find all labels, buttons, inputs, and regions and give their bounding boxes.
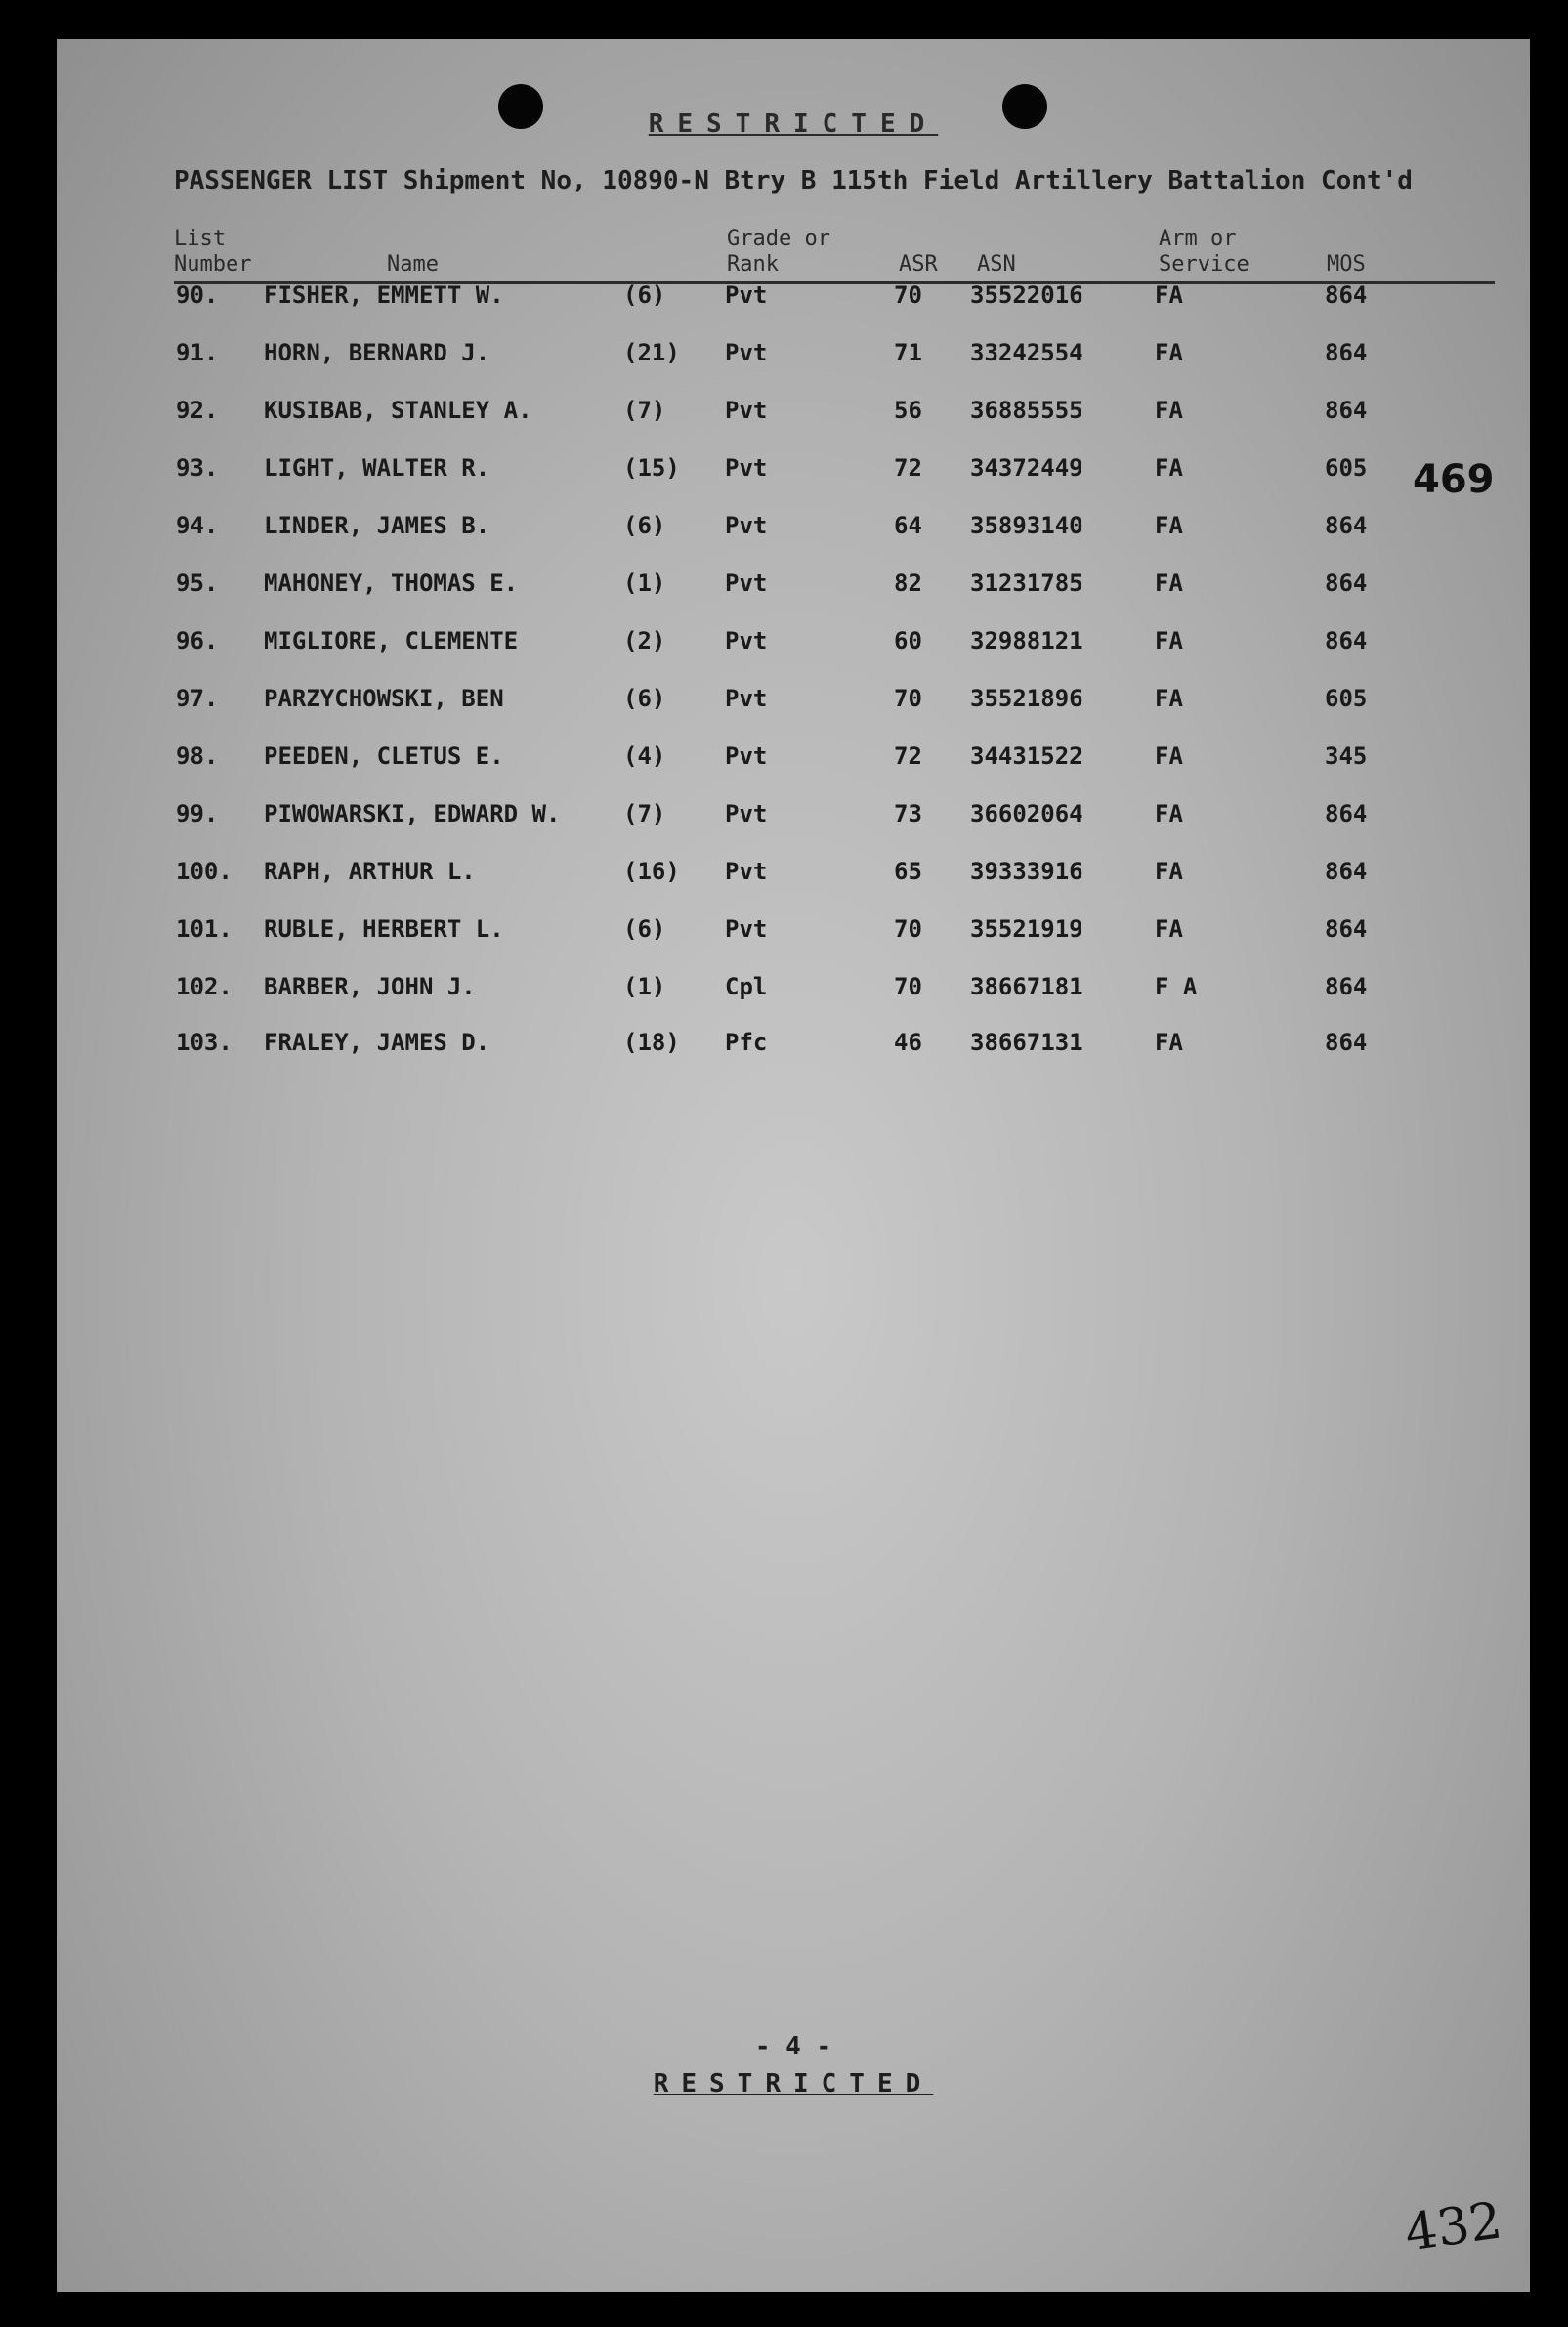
column-header-asr: ASR <box>899 252 938 276</box>
column-header-asn: ASN <box>977 252 1016 276</box>
table-row <box>57 512 1530 551</box>
list-number: 92. <box>176 397 219 424</box>
group-number: (6) <box>623 685 666 712</box>
passenger-name: FISHER, EMMETT W. <box>264 281 504 309</box>
grade: Pvt <box>725 570 768 597</box>
mos: 864 <box>1325 915 1368 943</box>
grade: Pvt <box>725 397 768 424</box>
grade: Pvt <box>725 800 768 827</box>
group-number: (6) <box>623 915 666 943</box>
mos: 864 <box>1325 973 1368 1000</box>
list-number: 94. <box>176 512 219 539</box>
mos: 864 <box>1325 627 1368 655</box>
grade: Pvt <box>725 454 768 482</box>
asn: 38667131 <box>970 1029 1083 1056</box>
arm-service: FA <box>1155 742 1183 770</box>
mos: 864 <box>1325 858 1368 885</box>
passenger-name: RAPH, ARTHUR L. <box>264 858 476 885</box>
arm-service: FA <box>1155 454 1183 482</box>
page-number: - 4 - <box>754 2032 832 2061</box>
arm-service: FA <box>1155 570 1183 597</box>
arm-service: FA <box>1155 397 1183 424</box>
asn: 34372449 <box>970 454 1083 482</box>
mos: 864 <box>1325 339 1368 366</box>
table-row <box>57 1029 1530 1068</box>
table-row <box>57 685 1530 724</box>
asn: 38667181 <box>970 973 1083 1000</box>
asr: 71 <box>894 339 922 366</box>
list-number: 91. <box>176 339 219 366</box>
grade: Cpl <box>725 973 768 1000</box>
group-number: (4) <box>623 742 666 770</box>
passenger-name: KUSIBAB, STANLEY A. <box>264 397 532 424</box>
mos: 864 <box>1325 397 1368 424</box>
mos: 605 <box>1325 454 1368 482</box>
asr: 82 <box>894 570 922 597</box>
passenger-name: MAHONEY, THOMAS E. <box>264 570 519 597</box>
arm-service: FA <box>1155 339 1183 366</box>
asr: 60 <box>894 627 922 655</box>
asn: 34431522 <box>970 742 1083 770</box>
table-row <box>57 627 1530 666</box>
asn: 35893140 <box>970 512 1083 539</box>
asr: 70 <box>894 973 922 1000</box>
asn: 36602064 <box>970 800 1083 827</box>
column-header-grade: Grade or Rank <box>727 227 830 276</box>
group-number: (7) <box>623 397 666 424</box>
asr: 72 <box>894 742 922 770</box>
passenger-name: PEEDEN, CLETUS E. <box>264 742 504 770</box>
group-number: (2) <box>623 627 666 655</box>
mos: 864 <box>1325 800 1368 827</box>
group-number: (15) <box>623 454 680 482</box>
grade: Pvt <box>725 512 768 539</box>
passenger-name: BARBER, JOHN J. <box>264 973 476 1000</box>
list-number: 98. <box>176 742 219 770</box>
grade: Pfc <box>725 1029 768 1056</box>
mos: 605 <box>1325 685 1368 712</box>
list-number: 102. <box>176 973 233 1000</box>
group-number: (1) <box>623 570 666 597</box>
mos: 864 <box>1325 1029 1368 1056</box>
asn: 36885555 <box>970 397 1083 424</box>
mos: 864 <box>1325 281 1368 309</box>
column-header-list-number: List Number <box>174 227 252 276</box>
asr: 64 <box>894 512 922 539</box>
asn: 35522016 <box>970 281 1083 309</box>
grade: Pvt <box>725 281 768 309</box>
group-number: (7) <box>623 800 666 827</box>
column-header-mos: MOS <box>1327 252 1366 276</box>
asn: 39333916 <box>970 858 1083 885</box>
arm-service: FA <box>1155 627 1183 655</box>
asr: 73 <box>894 800 922 827</box>
table-row <box>57 915 1530 954</box>
asr: 70 <box>894 685 922 712</box>
arm-service: F A <box>1155 973 1198 1000</box>
grade: Pvt <box>725 742 768 770</box>
mos: 864 <box>1325 570 1368 597</box>
table-row <box>57 858 1530 897</box>
arm-service: FA <box>1155 858 1183 885</box>
arm-service: FA <box>1155 512 1183 539</box>
group-number: (16) <box>623 858 680 885</box>
table-row <box>57 454 1530 493</box>
asr: 65 <box>894 858 922 885</box>
passenger-name: MIGLIORE, CLEMENTE <box>264 627 519 655</box>
table-row <box>57 397 1530 436</box>
passenger-name: PIWOWARSKI, EDWARD W. <box>264 800 561 827</box>
asr: 70 <box>894 281 922 309</box>
passenger-name: LIGHT, WALTER R. <box>264 454 490 482</box>
list-number: 93. <box>176 454 219 482</box>
list-number: 101. <box>176 915 233 943</box>
grade: Pvt <box>725 915 768 943</box>
arm-service: FA <box>1155 281 1183 309</box>
arm-service: FA <box>1155 915 1183 943</box>
grade: Pvt <box>725 858 768 885</box>
asr: 70 <box>894 915 922 943</box>
list-number: 100. <box>176 858 233 885</box>
table-row <box>57 281 1530 320</box>
group-number: (6) <box>623 281 666 309</box>
table-row <box>57 570 1530 609</box>
list-number: 95. <box>176 570 219 597</box>
asn: 31231785 <box>970 570 1083 597</box>
stamp-number: 469 <box>1413 457 1495 502</box>
document-page <box>57 39 1530 2292</box>
asn: 32988121 <box>970 627 1083 655</box>
handwritten-mark: 432 <box>1401 2191 1505 2264</box>
asn: 33242554 <box>970 339 1083 366</box>
arm-service: FA <box>1155 1029 1183 1056</box>
grade: Pvt <box>725 627 768 655</box>
group-number: (1) <box>623 973 666 1000</box>
passenger-name: LINDER, JAMES B. <box>264 512 490 539</box>
grade: Pvt <box>725 339 768 366</box>
group-number: (6) <box>623 512 666 539</box>
list-number: 90. <box>176 281 219 309</box>
passenger-list-title: PASSENGER LIST Shipment No, 10890-N Btry B 115th Field Artillery Battalion Cont'd <box>174 166 1413 195</box>
table-row <box>57 800 1530 839</box>
asr: 56 <box>894 397 922 424</box>
list-number: 97. <box>176 685 219 712</box>
asn: 35521896 <box>970 685 1083 712</box>
group-number: (21) <box>623 339 680 366</box>
footer-restricted: RESTRICTED <box>653 2069 934 2098</box>
column-header-name: Name <box>387 252 439 276</box>
list-number: 96. <box>176 627 219 655</box>
column-header-arm-service: Arm or Service <box>1159 227 1250 276</box>
passenger-name: HORN, BERNARD J. <box>264 339 490 366</box>
header-restricted: RESTRICTED <box>648 109 939 139</box>
group-number: (18) <box>623 1029 680 1056</box>
asr: 72 <box>894 454 922 482</box>
table-row <box>57 973 1530 1012</box>
grade: Pvt <box>725 685 768 712</box>
list-number: 103. <box>176 1029 233 1056</box>
table-row <box>57 742 1530 782</box>
asn: 35521919 <box>970 915 1083 943</box>
arm-service: FA <box>1155 685 1183 712</box>
passenger-name: FRALEY, JAMES D. <box>264 1029 490 1056</box>
mos: 864 <box>1325 512 1368 539</box>
list-number: 99. <box>176 800 219 827</box>
arm-service: FA <box>1155 800 1183 827</box>
passenger-name: RUBLE, HERBERT L. <box>264 915 504 943</box>
mos: 345 <box>1325 742 1368 770</box>
passenger-name: PARZYCHOWSKI, BEN <box>264 685 504 712</box>
asr: 46 <box>894 1029 922 1056</box>
table-row <box>57 339 1530 378</box>
